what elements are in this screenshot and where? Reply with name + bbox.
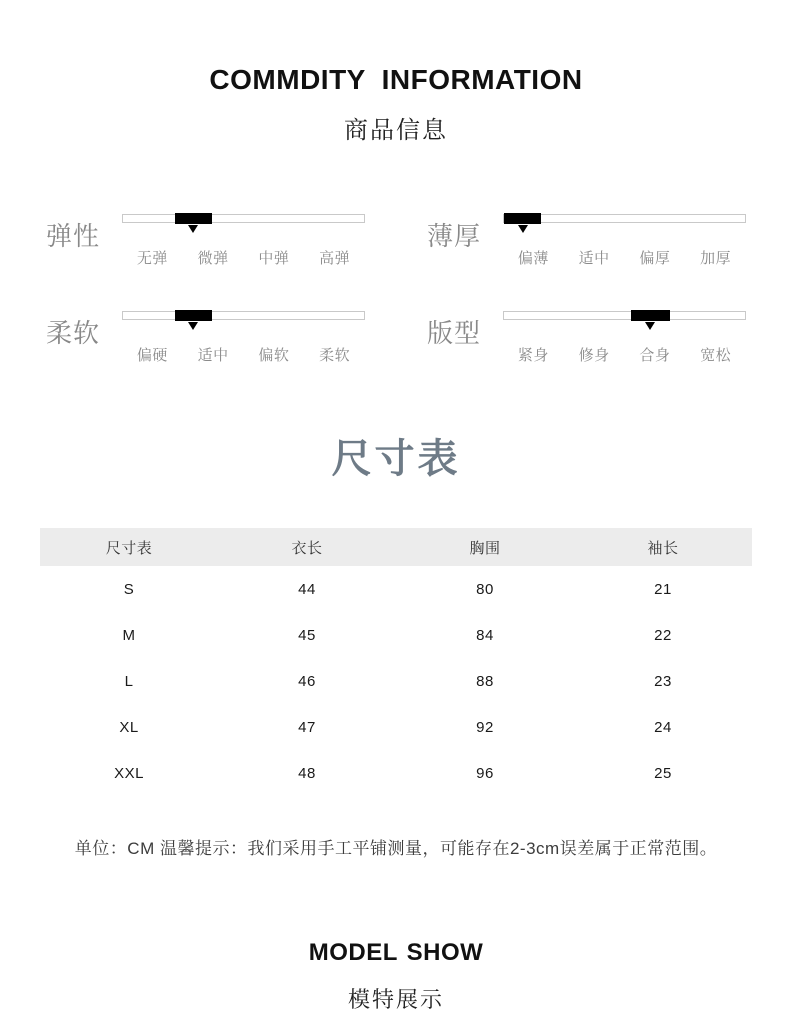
scale-thickness-options [503, 247, 746, 268]
size-cell: XXL [114, 764, 144, 782]
length-cell: 45 [298, 626, 316, 644]
scale-softness-body [122, 306, 365, 365]
bust-cell: 88 [476, 672, 494, 690]
commodity-info-header [0, 0, 792, 145]
bust-cell: 96 [476, 764, 494, 782]
size-table-header-row [40, 528, 752, 566]
bust-cell: 92 [476, 718, 494, 736]
scale-thickness-body [503, 209, 746, 268]
sleeve-cell: 23 [654, 672, 672, 690]
sleeve-cell: 24 [654, 718, 672, 736]
table-row [40, 612, 752, 658]
scale-thickness-bar [503, 214, 746, 223]
bust-cell: 80 [476, 580, 494, 598]
scale-thickness-fill [504, 213, 541, 224]
scale-elasticity-body [122, 209, 365, 268]
length-cell: 44 [298, 580, 316, 598]
table-row [40, 704, 752, 750]
scale-option: 宽松 [700, 347, 732, 364]
table-row [40, 566, 752, 612]
column-header: 胸围 [469, 539, 501, 557]
scale-softness [46, 306, 365, 365]
size-cell: M [122, 626, 136, 644]
column-header: 衣长 [291, 539, 323, 557]
scale-option: 紧身 [517, 347, 549, 364]
size-cell: XL [119, 718, 139, 736]
scale-fit-body [503, 306, 746, 365]
length-cell: 48 [298, 764, 316, 782]
scale-softness-label: 柔软 [46, 318, 101, 348]
scale-option: 偏薄 [517, 250, 549, 267]
length-cell: 46 [298, 672, 316, 690]
sleeve-cell: 25 [654, 764, 672, 782]
scale-elasticity-label: 弹性 [46, 221, 101, 251]
scale-option: 柔软 [319, 347, 351, 364]
table-row [40, 750, 752, 796]
scale-option: 微弹 [197, 250, 229, 267]
commodity-info-title-en: COMMDITY INFORMATION [209, 64, 583, 95]
scale-softness-fill [175, 310, 212, 321]
sleeve-cell: 21 [654, 580, 672, 598]
scale-elasticity-fill [175, 213, 212, 224]
scale-option: 修身 [578, 347, 610, 364]
sleeve-cell: 22 [654, 626, 672, 644]
model-show-header [0, 939, 792, 1014]
scale-thickness-label: 薄厚 [427, 221, 482, 251]
attribute-scales [0, 209, 792, 365]
scale-option: 偏厚 [639, 250, 671, 267]
model-show-title-en: MODEL SHOW [308, 939, 484, 966]
scale-option: 无弹 [136, 250, 168, 267]
scale-thickness-arrow-icon [518, 225, 528, 233]
scale-elasticity-bar [122, 214, 365, 223]
scale-option: 偏硬 [136, 347, 168, 364]
scale-fit [427, 306, 746, 365]
scale-softness-options [122, 344, 365, 365]
scale-softness-bar [122, 311, 365, 320]
scale-fit-options [503, 344, 746, 365]
scale-fit-arrow-icon [645, 322, 655, 330]
size-cell: L [124, 672, 134, 690]
bust-cell: 84 [476, 626, 494, 644]
scale-fit-fill [631, 310, 670, 321]
scale-elasticity [46, 209, 365, 268]
measurement-note: 单位：CM 温馨提示：我们采用手工平铺测量，可能存在2-3cm误差属于正常范围。 [74, 839, 718, 858]
length-cell: 47 [298, 718, 316, 736]
scale-option: 高弹 [319, 250, 351, 267]
size-cell: S [123, 580, 135, 598]
commodity-info-title-zh: 商品信息 [344, 117, 448, 144]
scale-option: 适中 [197, 347, 229, 364]
scale-fit-bar [503, 311, 746, 320]
scale-option: 中弹 [258, 250, 290, 267]
scale-elasticity-arrow-icon [188, 225, 198, 233]
scale-option: 合身 [639, 347, 671, 364]
scale-softness-arrow-icon [188, 322, 198, 330]
scale-option: 加厚 [700, 250, 732, 267]
scale-option: 偏软 [258, 347, 290, 364]
scale-elasticity-options [122, 247, 365, 268]
size-table [40, 528, 752, 796]
column-header: 尺寸表 [105, 539, 153, 557]
scale-fit-label: 版型 [427, 318, 482, 348]
table-row [40, 658, 752, 704]
size-table-title: 尺寸表 [331, 437, 461, 481]
column-header: 袖长 [647, 539, 679, 557]
scale-thickness [427, 209, 746, 268]
model-show-title-zh: 模特展示 [347, 987, 444, 1012]
scale-option: 适中 [578, 250, 610, 267]
